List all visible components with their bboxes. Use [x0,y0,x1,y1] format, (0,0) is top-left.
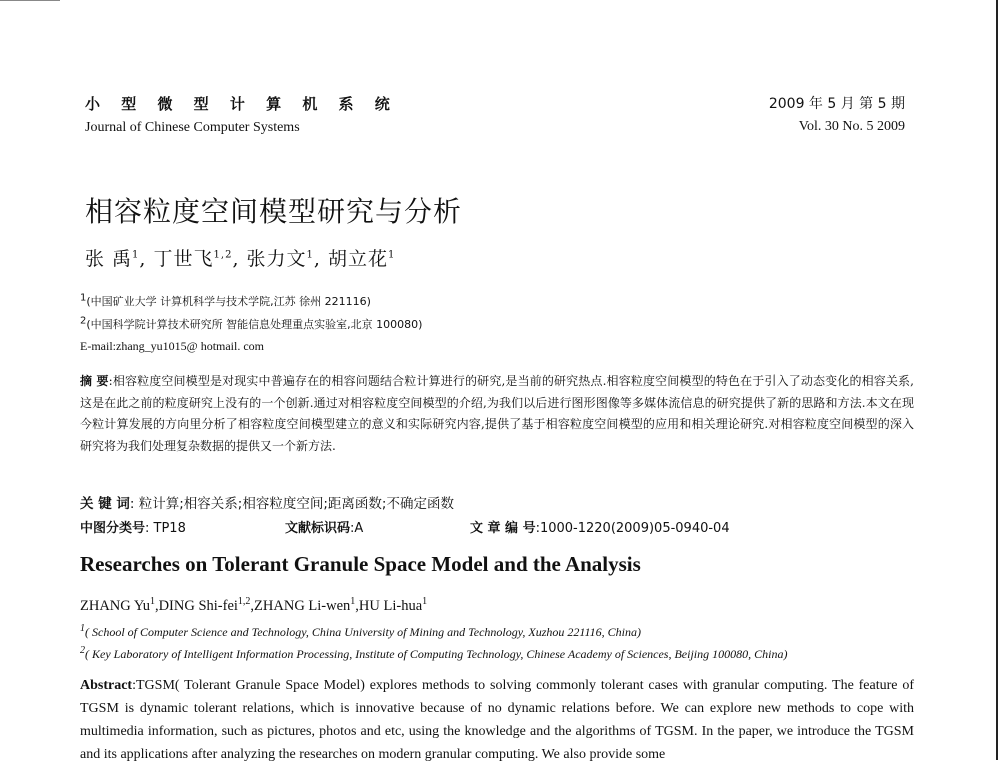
affil-text: ( School of Computer Science and Technology, China University of Mining and Technology, Xuzhou 221116, China) [85,625,641,639]
clc-number [80,517,186,536]
journal-name-en: Journal of Chinese Computer Systems [85,120,300,135]
author-affil-sup: 1 [350,596,356,608]
clc-value: : TP18 [145,521,186,536]
author-name-en: ZHANG Yu [80,598,150,614]
author-affil-sup: 1,2 [213,249,233,261]
author-name-en: HU Li-hua [358,598,423,614]
affil-sup: 2 [80,315,87,327]
author-name: 张力文 [246,248,307,270]
paper-title-en: Researches on Tolerant Granule Space Model and the Analysis [80,552,641,576]
abstract-en-label: Abstract [80,678,133,693]
author-name-en: ZHANG Li-wen [254,598,351,614]
affiliation-cn-2 [80,316,422,332]
affiliation-en-1 [80,625,641,640]
article-value: :1000-1220(2009)05-0940-04 [535,521,730,536]
abstract-en-text: :TGSM( Tolerant Granule Space Model) explores methods to solving commonly tolerant cases with granular computing. The feature of TGSM is dynamic tolerant relations, which is innovative because of no dynamic relations before. We can explore new methods to cope with multimedia information, such as pictures, photos and etc, using the knowledge and the algorithms of TGSM. In the paper, we introduce the TGSM and its applications after analyzing the researches on modern granular computing. We also provide some [80,678,914,762]
abstract-cn [80,371,914,457]
top-edge-rule [0,0,60,1]
article-number [470,517,730,536]
author-name: 丁世飞 [153,248,214,270]
doc-code [285,517,363,536]
affil-text: (中国科学院计算技术研究所 智能信息处理重点实验室,北京 100080) [86,318,423,331]
journal-name-cn: 小 型 微 型 计 算 机 系 统 [85,95,398,113]
affiliation-en-2 [80,647,787,662]
affiliation-cn-1 [80,293,371,309]
author-sep: , [139,248,147,270]
author-sep: , [232,248,240,270]
author-sep: , [355,598,359,614]
keywords-cn [80,492,454,512]
journal-header [85,93,398,136]
author-affil-sup: 1 [422,596,428,608]
author-name: 胡立花 [328,248,389,270]
issue-info-cn: 2009 年 5 月 第 5 期 [768,96,905,112]
author-affil-sup: 1 [149,596,155,608]
right-edge-rule [996,0,998,760]
doc-label: 文献标识码 [285,521,351,536]
author-affil-sup: 1 [306,249,314,261]
article-label: 文 章 编 号 [470,521,536,536]
issue-header [769,93,905,135]
clc-label: 中图分类号 [80,521,146,536]
author-name-en: DING Shi-fei [158,598,238,614]
doc-value: :A [350,521,364,536]
author-sep: , [250,598,255,614]
abstract-cn-text: :相容粒度空间模型是对现实中普遍存在的相容问题结合粒计算进行的研究,是当前的研究热点.相容粒度空间模型的特色在于引入了动态变化的相容关系,这是在此之前的粒度研究上没有的一个创新.通过对相容粒度空间模型的介绍,为我们以后进行图形图像等多媒体流信息的研究提供了新的思路和方法.本文在现今粒计算发展的方向里分析了相容粒度空间模型建立的意义和实际研究内容,提供了基于相容粒度空间模型的应用和相关理论研究.对相容粒度空间模型的深入研究将为我们处理复杂数据的提供又一个新方法. [80,374,914,453]
authors-cn [85,244,395,271]
affil-sup: 1 [80,623,85,634]
author-sep: , [313,248,321,270]
keywords-label: 关 键 词 [80,496,130,512]
affil-sup: 2 [80,645,85,656]
issue-info-en: Vol. 30 No. 5 2009 [798,119,905,134]
keywords-text: : 粒计算;相容关系;相容粒度空间;距离函数;不确定函数 [129,496,454,512]
author-email: E-mail:zhang_yu1015@ hotmail. com [80,339,265,353]
author-affil-sup: 1 [132,249,140,261]
affil-text: (中国矿业大学 计算机科学与技术学院,江苏 徐州 221116) [86,295,371,308]
author-name: 张 禹 [85,248,133,270]
affil-text: ( Key Laboratory of Intelligent Information Processing, Institute of Computing Technology, Chinese Academy of Sciences, Beijing 100080, China) [85,647,788,661]
author-affil-sup: 1 [388,249,396,261]
author-sep: , [154,598,159,614]
authors-en [80,598,427,615]
abstract-cn-label: 摘 要 [80,374,109,388]
paper-title-cn: 相容粒度空间模型研究与分析 [85,195,463,228]
author-affil-sup: 1,2 [237,596,251,608]
abstract-en [80,674,914,766]
affil-sup: 1 [80,292,87,304]
